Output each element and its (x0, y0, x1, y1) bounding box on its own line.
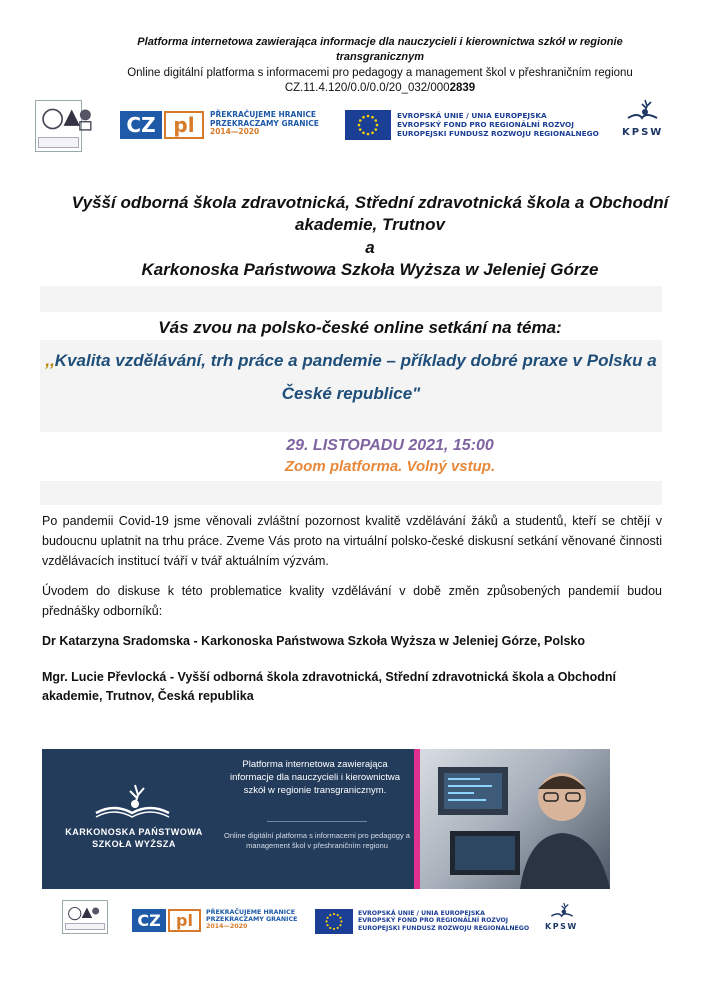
czpl-logo-text-bottom (206, 909, 297, 931)
event-date: 29. LISTOPADU 2021, 15:00 (286, 437, 494, 454)
czpl-line3-bottom: 2014—2020 (206, 923, 248, 931)
event-venue: Zoom platforma. Volný vstup. (284, 458, 496, 475)
topic-open-quote: ,, (45, 351, 55, 370)
header-pl-line2: transgranicznym (335, 51, 425, 63)
czpl-logo-cz: CZ (120, 111, 162, 139)
czpl-line2: PRZEKRACZAMY GRANICE (210, 118, 319, 128)
topic-line1 (40, 345, 662, 377)
eu-flag-icon-bottom (315, 909, 353, 934)
banner-divider (267, 821, 367, 822)
banner-pl-text: Platforma internetowa zawierająca informacje dla nauczycieli i kierownictwa szkół w regionie transgranicznym. (229, 759, 400, 796)
paragraph-lectures: Úvodem do diskuse k této problematice kvality vzdělávání v době změn způsobených pandemií budou přednášky odborníků: (42, 584, 662, 618)
czpl-line2-bottom: PRZEKRACZAMY GRANICE (206, 916, 298, 924)
title-line1: Vyšší odborná škola zdravotnická, Střední zdravotnická škola a Obchodní (71, 193, 669, 212)
eu-logo-text-bottom (358, 910, 529, 932)
topic-line2: České republice" (281, 384, 421, 403)
project-number-prefix: CZ.11.4.120/0.0/0.0/20_032/000 (284, 82, 450, 94)
speaker-2: Mgr. Lucie Převlocká - Vyšší odborná škola zdravotnická, Střední zdravotnická škola a Obchodní akademie, Trutnov, Česká republika (42, 670, 617, 703)
school-emblem-icon-bottom (66, 904, 101, 923)
eu-line1: EVROPSKÁ UNIE / UNIA EUROPEJSKA (397, 111, 547, 120)
czpl-logo-pl-bottom: pl (168, 909, 201, 932)
header-cz-line: Online digitální platforma s informacemi pro pedagogy a management škol v přeshraničním regionu (127, 67, 633, 79)
czpl-logo-cz-bottom: CZ (132, 909, 166, 932)
banner-photo (420, 749, 610, 889)
banner-kpsw-name (54, 826, 214, 850)
banner-kpsw-line1: KARKONOSKA PAŃSTWOWA (65, 827, 203, 837)
eu-logo-text (397, 112, 599, 138)
shaded-band-2 (40, 481, 662, 505)
paragraph-intro: Po pandemii Covid-19 jsme věnovali zvláštní pozornost kvalitě vzdělávání žáků a studentů, kteří se chtějí v budoucnu uplatnit na trhu práce. Zveme Vás proto na virtuální polsko-české diskusní setkání věnované činnosti vzdělávacích institucí tváří v tvář aktuálním výzvám. (42, 514, 662, 568)
eu-line2: EVROPSKÝ FOND PRO REGIONÁLNÍ ROZVOJ (397, 119, 574, 129)
school-logo (35, 100, 82, 152)
header-pl-line1: Platforma internetowa zawierająca informacje dla nauczycieli i kierownictwa szkół w regionie (137, 36, 623, 48)
eu-line3-bottom: EUROPEJSKI FUNDUSZ ROZWOJU REGIONALNEGO (358, 924, 530, 932)
eu-line3: EUROPEJSKI FUNDUSZ ROZWOJU REGIONALNEGO (397, 128, 599, 138)
eu-flag-icon (345, 110, 391, 140)
czpl-line1-bottom: PŘEKRAČUJEME HRANICE (206, 909, 296, 916)
title-line2: akademie, Trutnov (295, 215, 445, 234)
invite-line: Vás zvou na polsko-české online setkání na téma: (158, 318, 562, 337)
shaded-band-1 (40, 286, 662, 312)
school-logo-bottom (62, 900, 108, 934)
czpl-line1: PŘEKRAČUJEME HRANICE (210, 110, 317, 119)
kpsw-deer-book-icon (90, 779, 175, 823)
banner-kpsw-line2: SZKOŁA WYŻSZA (92, 839, 176, 849)
title-line4: Karkonoska Państwowa Szkoła Wyższa w Jeleniej Górze (141, 260, 599, 279)
kpsw-logo-text-bottom: KPSW (545, 922, 578, 931)
eu-line2-bottom: EVROPSKÝ FOND PRO REGIONÁLNÍ ROZVOJ (358, 917, 509, 925)
title-line3: a (365, 238, 375, 257)
deer-icon (620, 96, 665, 126)
project-number (60, 81, 700, 96)
project-number-bold: 2839 (449, 82, 476, 94)
school-logo-text-bar (38, 137, 79, 148)
topic-line1-text: Kvalita vzdělávání, trh práce a pandemie – příklady dobré praxe v Polsku a (54, 351, 657, 370)
czpl-logo-text (210, 111, 319, 137)
person-laptop-illustration (420, 749, 610, 889)
czpl-logo-pl: pl (164, 111, 204, 139)
deer-icon-bottom (544, 900, 580, 922)
speaker-1: Dr Katarzyna Sradomska - Karkonoska Państwowa Szkoła Wyższa w Jeleniej Górze, Polsko (42, 634, 586, 648)
eu-line1-bottom: EVROPSKÁ UNIE / UNIA EUROPEJSKA (358, 910, 485, 917)
czpl-line3: 2014—2020 (210, 127, 260, 137)
kpsw-logo-text: KPSW (622, 127, 664, 138)
banner-cz-text: Online digitální platforma s informacemi pro pedagogy a management škol v přeshraničním regionu (224, 831, 410, 850)
platform-banner (42, 749, 610, 889)
school-logo-bottom-bar (65, 923, 105, 930)
school-emblem-icon (39, 104, 94, 134)
